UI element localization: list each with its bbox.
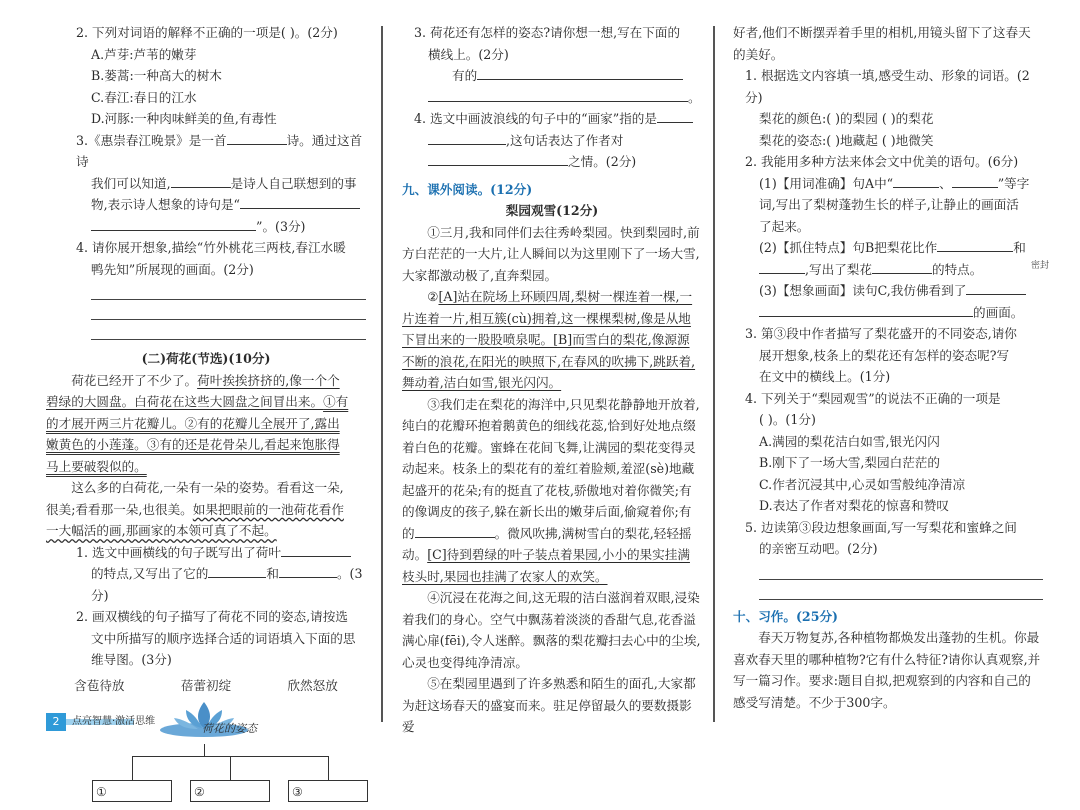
answer-blank[interactable]: [279, 563, 337, 578]
question-text: (2)【抓住特点】句B把梨花比作: [759, 240, 938, 255]
answer-blank[interactable]: [937, 237, 1013, 252]
question-2-3-line2: [733, 302, 1043, 324]
page-number: 2: [46, 713, 66, 731]
connector-line: [230, 756, 231, 780]
column-divider: [381, 26, 383, 722]
option-a: A.芦芽:芦苇的嫩芽: [91, 46, 197, 62]
option-c: C.春江:春日的江水: [91, 89, 197, 105]
question-3-text: 3.《惠崇春江晚景》是一首: [76, 132, 227, 148]
passage-line: [46, 391, 366, 413]
question-3: 3. 第③段中作者描写了梨花盛开的不同姿态,请你: [745, 326, 1017, 341]
sub-question-2-line2: 文中所描写的顺序选择合适的词语填入下面的思: [91, 630, 356, 646]
question-text: (3)【想象画面】读句C,我仿佛看到了: [759, 283, 967, 298]
option-c: C.作者沉浸其中,心灵如雪般纯净清凉: [759, 476, 966, 492]
question-4: 4. 下列关于“梨园观雪”的说法不正确的一项是: [745, 390, 1001, 406]
question-2-2-line2: [733, 259, 1043, 281]
story-paragraph-4: ④沉浸在花海之间,这无瑕的洁白滋润着双眼,浸染着我们的身心。空气中飘荡着淡淡的香甜气息,花香溢满心扉(fēi),令人迷醉。飘落的梨花瓣扫去心中的尘埃,心灵也变得纯净清凉。: [402, 590, 701, 670]
story-title: 梨园观雪(12分): [505, 203, 599, 218]
question-text: 有的: [452, 68, 478, 83]
answer-blank[interactable]: [171, 173, 231, 188]
question-text: 。(3分): [91, 566, 363, 603]
answer-line[interactable]: [91, 282, 366, 300]
question-2-1-line2: 词,写出了梨树蓬勃生长的样子,让静止的画面活: [759, 197, 1019, 212]
question-text: 和: [1013, 240, 1026, 255]
passage-text: 荷花已经开了不少了。: [71, 372, 198, 388]
story-text: 。微风吹拂,满树雪白的梨花,轻轻摇动。: [402, 525, 692, 562]
question-3-text: 物,表示诗人想象的诗句是“: [91, 197, 240, 212]
question-2-2: [733, 237, 1043, 259]
question-text: 。: [688, 89, 701, 105]
answer-blank[interactable]: [952, 173, 998, 188]
story-paragraph-5: ⑤在梨园里遇到了许多熟悉和陌生的面孔,大家都为赶这场春天的盛宴而来。驻足停留最久的要数摄影爱: [402, 676, 696, 734]
question-text: 之情。(2分): [568, 154, 637, 169]
answer-lines: [46, 282, 366, 340]
question-3-line3: [402, 65, 702, 87]
question-4: [402, 108, 702, 130]
mind-map-center: 荷花的姿态: [202, 722, 257, 735]
answer-blank[interactable]: [428, 151, 568, 166]
double-underlined-sentence: 马上要破裂似的。: [46, 458, 147, 474]
answer-blank[interactable]: [208, 563, 266, 578]
story-paragraph-1: ①三月,我和同伴们去往秀岭梨园。快到梨园时,前方白茫茫的一大片,让人瞬间以为这里刚下了一场大雪,大家都激动极了,直奔梨园。: [402, 224, 700, 283]
double-underlined-sentence: ①有: [323, 394, 349, 409]
question-3-line3: [46, 194, 366, 216]
option-a: A.满园的梨花洁白如雪,银光闪闪: [759, 433, 940, 449]
answer-line[interactable]: [91, 302, 366, 320]
question-3-line3: 在文中的横线上。(1分): [759, 369, 891, 384]
answer-blank[interactable]: [428, 87, 688, 102]
passage-line: [46, 499, 366, 521]
question-1-line3[interactable]: 梨花的姿态:( )地藏起 ( )地微笑: [759, 132, 934, 148]
connector-line: [132, 756, 133, 780]
question-text: 4. 选文中画波浪线的句子中的“画家”指的是: [414, 111, 657, 126]
answer-lines: [733, 562, 1043, 600]
question-4-line3: [402, 151, 702, 173]
question-1-line2[interactable]: 梨花的颜色:( )的梨园 ( )的梨花: [759, 111, 934, 126]
connector-line: [204, 744, 205, 756]
question-3-line4: [46, 216, 366, 238]
column-right: [733, 22, 1043, 713]
question-5-line2: 的亲密互动吧。(2分): [759, 541, 878, 556]
column-divider: [713, 26, 715, 722]
question-3-text: 诗。通过这首诗: [76, 132, 363, 169]
margin-note: 密封: [1031, 261, 1050, 271]
story-paragraph-3: [402, 394, 702, 588]
wavy-underlined-sentence: 如果把眼前的一池荷花看作: [192, 501, 344, 517]
double-underlined-sentence: 嫩黄色的小莲蓬。③有的还是花骨朵儿,看起来饱胀得: [46, 437, 340, 452]
column-middle: [402, 22, 702, 738]
question-text: 1. 选文中画横线的句子既写出了荷叶: [76, 544, 281, 560]
question-5: 5. 边读第③段边想象画面,写一写梨花和蜜蜂之间: [745, 519, 1017, 535]
answer-line[interactable]: [91, 322, 366, 340]
question-text: 的特点。: [931, 261, 983, 277]
word-choice: 蓓蕾初绽: [180, 677, 232, 693]
question-2-1-line3: 了起来。: [759, 218, 810, 234]
passage-text: 很美;看看那一朵,也很美。: [46, 501, 193, 517]
question-text: ,这句话表达了作者对: [506, 132, 624, 148]
footer-brand: 点亮智慧·激活思维: [72, 716, 156, 727]
underlined-sentence: [A]站在院场上环顾四周,梨树一棵连着一棵,一片连着一片,相互簇(cù)拥着,这一棵棵梨树,像是从地下冒出来的一股股喷泉呢。[B]而雪白的梨花,像源源不断的浪花,在阳光的映照下,在春风的吹拂下,跳跃着,舞动着,洁白如雪,银光闪闪。: [402, 289, 696, 390]
answer-blank[interactable]: [227, 130, 287, 145]
story-text: ②: [427, 289, 439, 304]
option-d: D.表达了作者对梨花的惊喜和赞叹: [759, 498, 949, 513]
question-3: 3. 荷花还有怎样的姿态?请你想一想,写在下面的: [414, 25, 681, 40]
sub-question-1-line2: [46, 563, 366, 606]
option-b: B.刚下了一场大雪,梨园白茫茫的: [759, 455, 940, 470]
question-4-line2: 鸭先知”所展现的画面。(2分): [91, 261, 254, 277]
answer-blank[interactable]: [893, 173, 939, 188]
question-2-3: [733, 280, 1043, 302]
mind-map-box-2[interactable]: ②: [190, 780, 270, 802]
question-text: ”等字: [997, 175, 1030, 191]
answer-blank[interactable]: [415, 523, 495, 538]
page-footer: [46, 713, 366, 731]
question-3-text: 是诗人自己联想到的事: [230, 175, 357, 191]
question-text: 、: [939, 175, 952, 191]
answer-blank[interactable]: [872, 259, 932, 274]
answer-blank[interactable]: [966, 280, 1026, 295]
question-4-line2[interactable]: ( )。(1分): [759, 412, 816, 427]
answer-blank[interactable]: [477, 65, 683, 80]
story-paragraph-2: [402, 286, 702, 394]
underlined-sentence: 碧绿的大圆盘。白荷花在这些大圆盘之间冒出来。: [46, 394, 324, 409]
sub-question-2: 2. 画双横线的句子描写了荷花不同的姿态,请按选: [76, 609, 348, 624]
question-text: 的画面。: [973, 304, 1024, 320]
question-2: 2. 下列对词语的解释不正确的一项是( )。(2分): [76, 25, 338, 40]
answer-blank[interactable]: [657, 108, 693, 123]
sub-question-2-line3: 维导图。(3分): [91, 652, 172, 667]
question-3: [46, 130, 366, 173]
answer-blank[interactable]: [759, 259, 805, 274]
question-3-line4: [402, 87, 702, 109]
wavy-underlined-sentence: 一大幅活的画,那画家的本领可真了不起。: [46, 523, 277, 538]
question-2-1: [733, 173, 1043, 195]
word-choice: 含苞待放: [74, 677, 125, 693]
question-1: 1. 根据选文内容填一填,感受生动、形象的词语。(2分): [745, 68, 1030, 105]
question-text: 的特点,又写出了它的: [91, 566, 209, 581]
section-title: (二)荷花(节选)(10分): [141, 351, 271, 366]
mind-map-box-1[interactable]: ①: [92, 780, 172, 802]
answer-blank[interactable]: [428, 130, 506, 145]
option-d: D.河豚:一种肉味鲜美的鱼,有毒性: [91, 111, 277, 126]
essay-prompt: 春天万物复苏,各种植物都焕发出蓬勃的生机。你最喜欢春天里的哪种植物?它有什么特征?请你认真观察,并写一篇习作。要求:题目自拟,把观察到的内容和自己的感受写清楚。不少于300字。: [733, 630, 1041, 710]
section-title: 十、习作。(25分): [733, 608, 839, 624]
question-4-line2: [402, 130, 702, 152]
passage-paragraph-2: 这么多的白荷花,一朵有一朵的姿势。看看这一朵,: [71, 480, 344, 495]
question-3-line2: [46, 173, 366, 195]
answer-blank[interactable]: [240, 194, 360, 209]
sub-question-1: [46, 542, 366, 564]
answer-blank[interactable]: [91, 216, 256, 231]
section-title: 九、课外阅读。(12分): [402, 181, 533, 197]
column-left: [46, 22, 366, 810]
word-choices: [46, 675, 366, 697]
underlined-sentence: 荷叶挨挨挤挤的,像一个个: [197, 372, 340, 388]
answer-line[interactable]: [759, 562, 1043, 580]
question-2: 2. 我能用多种方法来体会文中优美的语句。(6分): [745, 154, 1019, 169]
answer-blank[interactable]: [759, 302, 973, 317]
double-underlined-sentence: 的才展开两三片花瓣儿。②有的花瓣儿全展开了,露出: [46, 415, 340, 431]
story-paragraph-5-continued: 好者,他们不断摆弄着手里的相机,用镜头留下了这春天的美好。: [733, 25, 1031, 62]
question-text: ,写出了梨花: [805, 261, 872, 277]
mind-map-box-3[interactable]: ③: [288, 780, 368, 802]
question-text: 和: [266, 566, 279, 581]
connector-line: [328, 756, 329, 780]
word-choice: 欣然怒放: [287, 677, 338, 693]
question-3-text: ”。(3分): [256, 218, 306, 234]
question-3-line2: 展开想象,枝条上的梨花还有怎样的姿态呢?写: [759, 347, 1010, 363]
question-4: 4. 请你展开想象,描绘“竹外桃花三两枝,春江水暖: [76, 240, 346, 255]
question-3-line2: 横线上。(2分): [428, 46, 509, 62]
answer-line[interactable]: [759, 582, 1043, 600]
answer-blank[interactable]: [281, 542, 351, 557]
question-text: (1)【用词准确】句A中“: [759, 175, 894, 191]
option-b: B.蒌蒿:一种高大的树木: [91, 68, 222, 83]
question-3-text: 我们可以知道,: [91, 175, 171, 191]
underlined-sentence: [C]待到碧绿的叶子装点着果园,小小的果实挂满枝头时,果园也挂满了农家人的欢笑。: [402, 547, 690, 584]
passage-paragraph-1: [46, 370, 366, 392]
story-text: ③我们走在梨花的海洋中,只见梨花静静地开放着,纯白的花瓣环抱着鹅黄色的细线花蕊,恰到好处地点缀着白色的花瓣。蜜蜂在花间飞舞,让满园的梨花变得灵动起来。枝条上的梨花有的羞红着脸颊,羞涩(sè)地藏起盛开的花朵;有的挺直了花枝,骄傲地对着你微笑;有的像调皮的孩子,躲在新长出的嫩芽后面,偷窥着你;有的: [402, 396, 700, 541]
